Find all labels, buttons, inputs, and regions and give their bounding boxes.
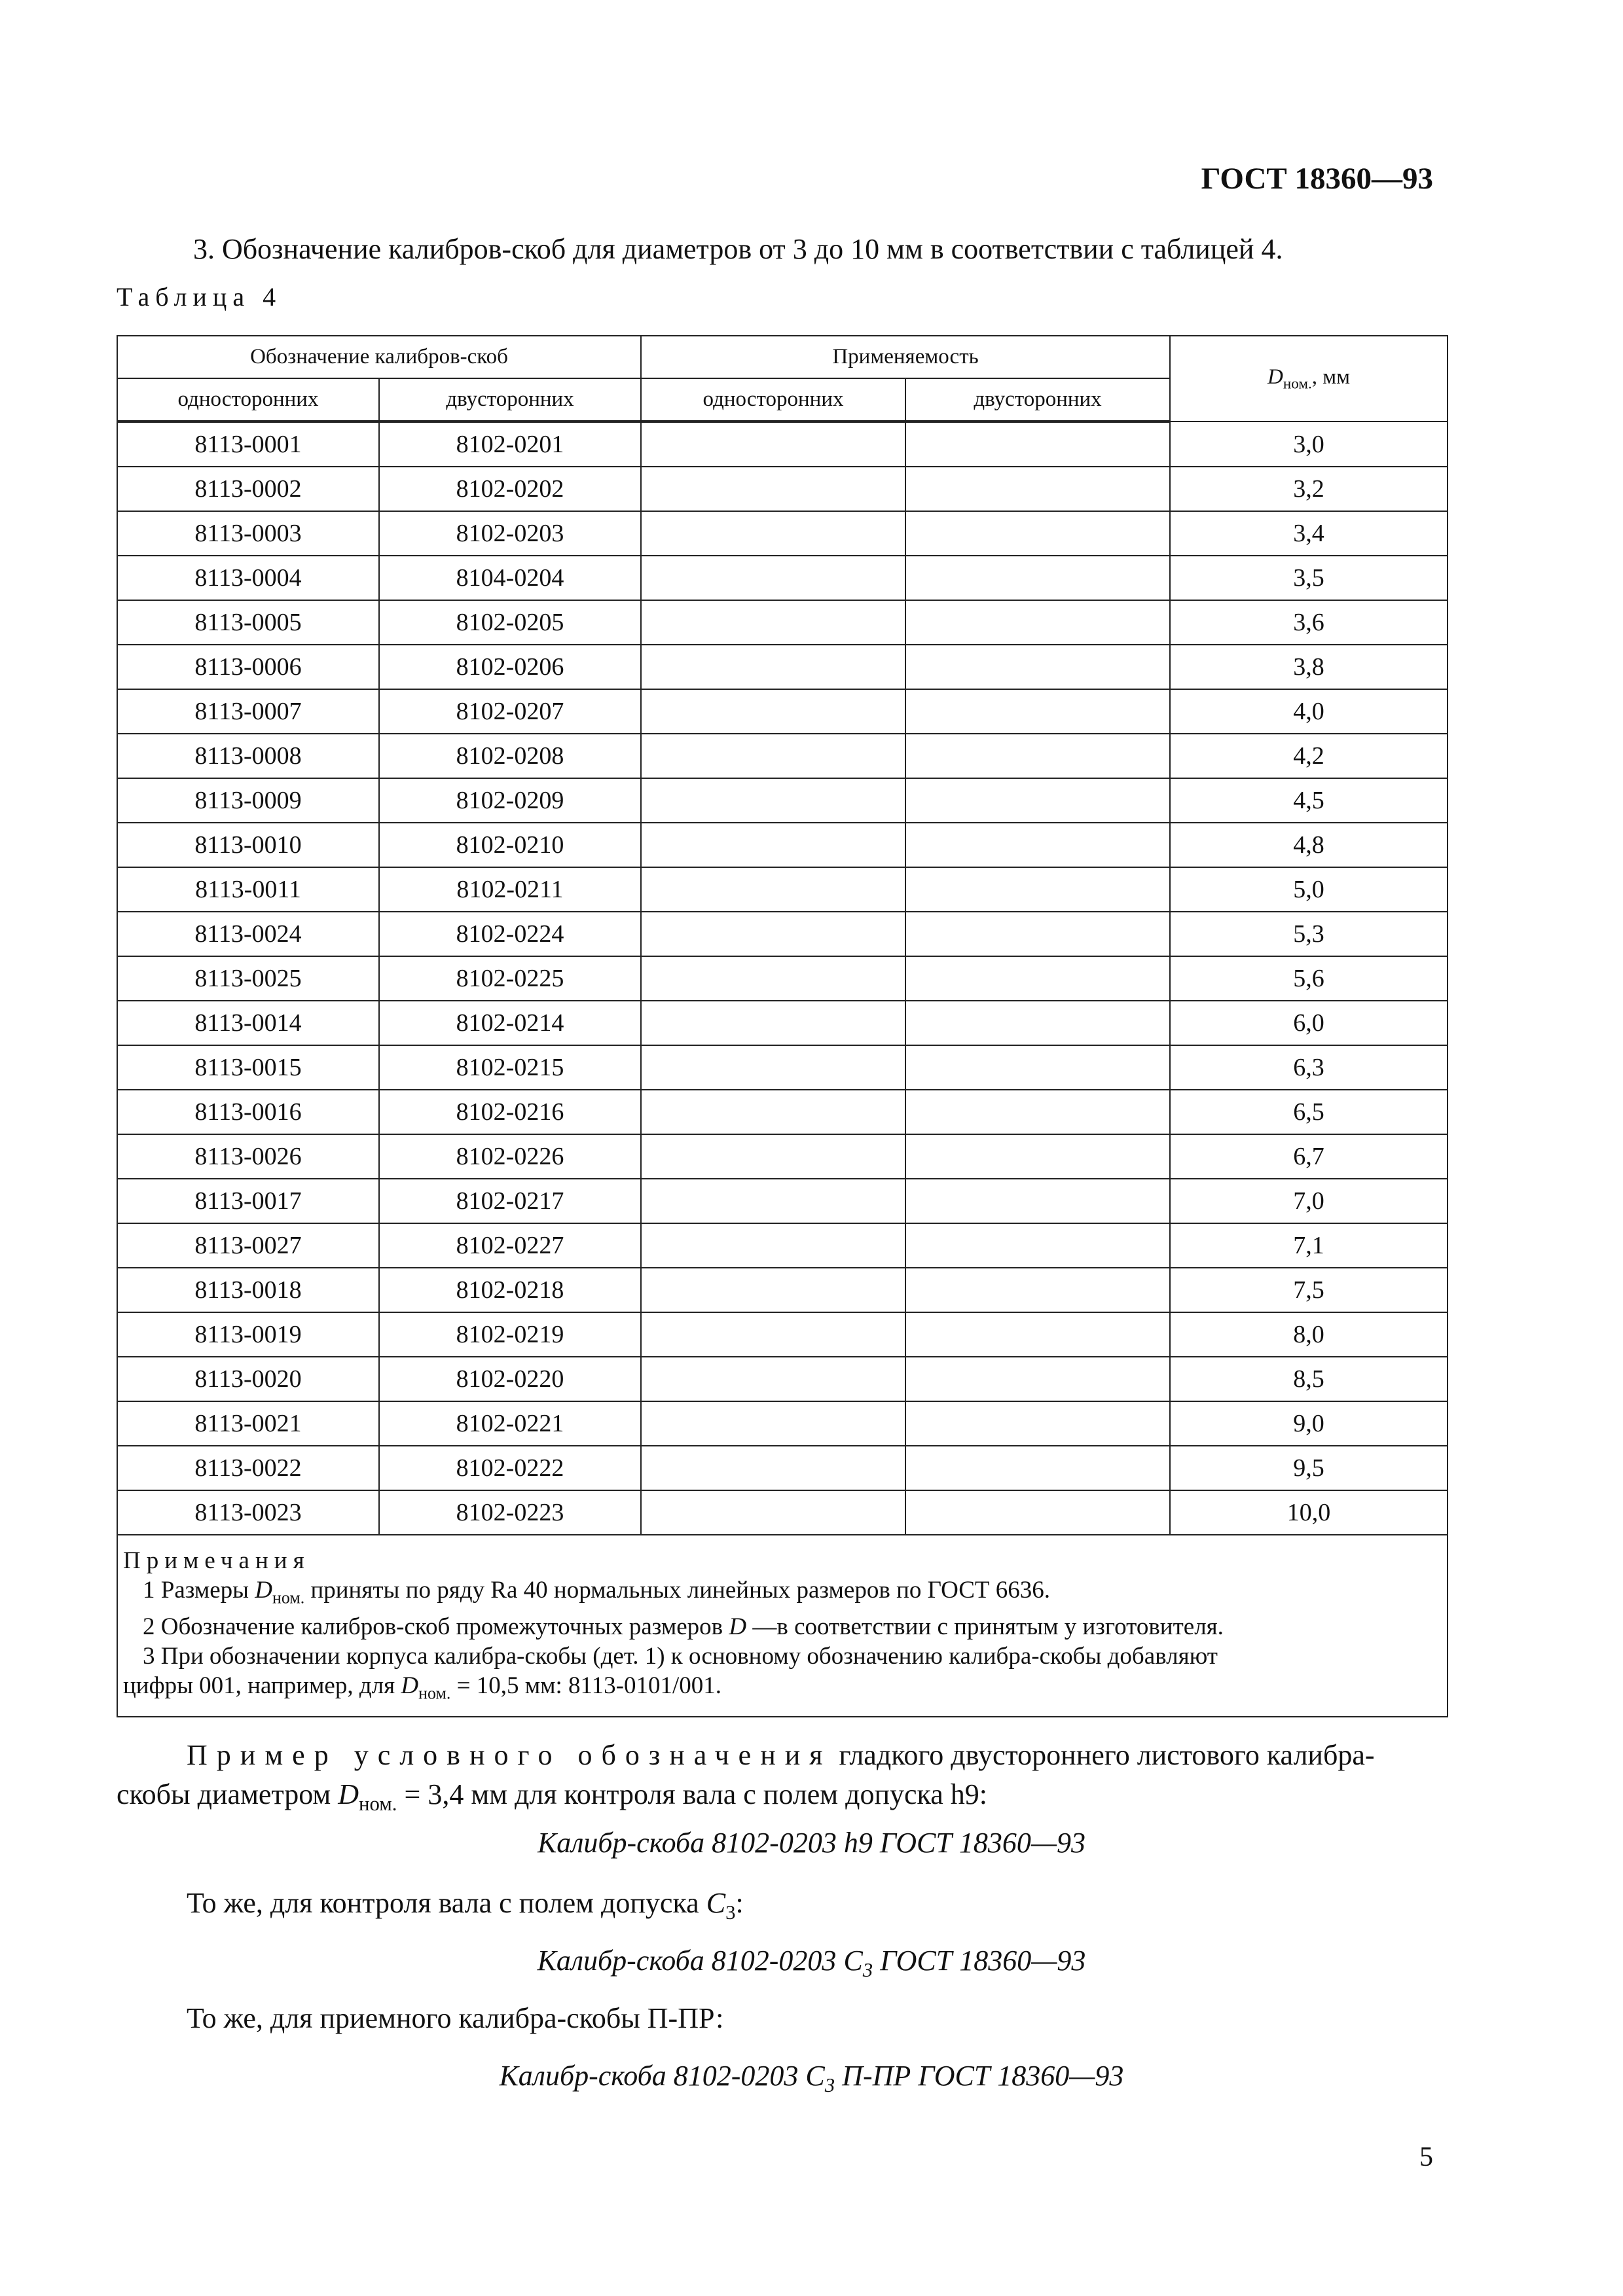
- cell-applic-single: [641, 1312, 905, 1357]
- cell-single: 8113-0017: [117, 1179, 379, 1223]
- table-row: [117, 1134, 1448, 1179]
- cell-double: 8102-0203: [379, 511, 641, 556]
- cell-applic-single: [641, 467, 905, 511]
- cell-single: 8113-0016: [117, 1090, 379, 1134]
- cell-single: 8113-0027: [117, 1223, 379, 1268]
- example-designation-1: Калибр-скоба 8102-0203 h9 ГОСТ 18360—93: [538, 1827, 1085, 1859]
- same2-colon: :: [735, 1887, 744, 1919]
- table-body: [117, 336, 1448, 1717]
- line2-b: ГОСТ 18360—93: [873, 1945, 1086, 1977]
- same2-text: То же, для контроля вала с полем допуска: [187, 1887, 706, 1919]
- cell-applic-single: [641, 1357, 905, 1401]
- cell-single: 8113-0020: [117, 1357, 379, 1401]
- cell-dnom: 10,0: [1170, 1490, 1448, 1535]
- note1-d: D: [255, 1577, 273, 1604]
- cell-double: 8102-0222: [379, 1446, 641, 1490]
- table-row: [117, 467, 1448, 511]
- table-row: [117, 511, 1448, 556]
- table-row: [117, 1223, 1448, 1268]
- cell-single: 8113-0026: [117, 1134, 379, 1179]
- cell-dnom: 4,8: [1170, 823, 1448, 867]
- cell-single: 8113-0006: [117, 645, 379, 689]
- cell-double: 8102-0214: [379, 1001, 641, 1045]
- table-row: [117, 1045, 1448, 1090]
- table-row: [117, 734, 1448, 778]
- cell-applic-single: [641, 645, 905, 689]
- table-row: [117, 600, 1448, 645]
- cell-single: 8113-0009: [117, 778, 379, 823]
- cell-applic-double: [905, 422, 1170, 467]
- cell-single: 8113-0005: [117, 600, 379, 645]
- cell-single: 8113-0011: [117, 867, 379, 912]
- cell-single: 8113-0018: [117, 1268, 379, 1312]
- cell-applic-double: [905, 1268, 1170, 1312]
- cell-applic-single: [641, 1223, 905, 1268]
- table-header-row: [117, 336, 1448, 378]
- table-row: [117, 867, 1448, 912]
- table-row: [117, 556, 1448, 600]
- note3-c: = 10,5 мм: 8113-0101/001.: [450, 1672, 722, 1700]
- cell-dnom: 7,0: [1170, 1179, 1448, 1223]
- example-d: D: [338, 1778, 359, 1810]
- dnom-sub: ном.: [1283, 374, 1312, 392]
- note2-b: —в соответствии с принятым у изготовителя.: [746, 1613, 1224, 1641]
- cell-dnom: 3,5: [1170, 556, 1448, 600]
- cell-applic-double: [905, 1223, 1170, 1268]
- cell-applic-single: [641, 778, 905, 823]
- cell-double: 8102-0220: [379, 1357, 641, 1401]
- cell-double: 8102-0208: [379, 734, 641, 778]
- cell-double: 8102-0223: [379, 1490, 641, 1535]
- table-row: [117, 1268, 1448, 1312]
- table-row: [117, 1090, 1448, 1134]
- table-row: [117, 645, 1448, 689]
- same2-c: C: [706, 1887, 726, 1919]
- same-line-2: [187, 1886, 744, 1924]
- cell-applic-single: [641, 689, 905, 734]
- example-designation-2: [0, 1944, 1623, 1982]
- line2-sub: 3: [862, 1958, 873, 1981]
- header-single: односторонних: [117, 378, 379, 422]
- cell-dnom: 9,5: [1170, 1446, 1448, 1490]
- table-row: [117, 1001, 1448, 1045]
- cell-dnom: 8,0: [1170, 1312, 1448, 1357]
- cell-applic-double: [905, 956, 1170, 1001]
- cell-applic-single: [641, 1001, 905, 1045]
- example-sub: ном.: [359, 1792, 397, 1815]
- notes-row: [117, 1535, 1448, 1717]
- cell-dnom: 5,0: [1170, 867, 1448, 912]
- header-double-applic: двусторонних: [905, 378, 1170, 422]
- cell-dnom: 9,0: [1170, 1401, 1448, 1446]
- note-1: [123, 1575, 1442, 1612]
- cell-applic-double: [905, 778, 1170, 823]
- intro-paragraph: 3. Обозначение калибров-скоб для диаметров от 3 до 10 мм в соответствии с таблицей 4.: [193, 233, 1283, 265]
- example-lead: Пример условного обозначения: [187, 1739, 832, 1771]
- cell-double: 8102-0211: [379, 867, 641, 912]
- cell-applic-single: [641, 1090, 905, 1134]
- cell-applic-single: [641, 556, 905, 600]
- cell-applic-single: [641, 823, 905, 867]
- table-row: [117, 1490, 1448, 1535]
- cell-applic-single: [641, 1179, 905, 1223]
- cell-applic-double: [905, 734, 1170, 778]
- cell-applic-double: [905, 1401, 1170, 1446]
- header-dnom: [1170, 336, 1448, 422]
- example-paragraph: [117, 1736, 1447, 1823]
- cell-dnom: 3,6: [1170, 600, 1448, 645]
- cell-applic-double: [905, 912, 1170, 956]
- cell-double: 8104-0204: [379, 556, 641, 600]
- cell-applic-double: [905, 1357, 1170, 1401]
- table-row: [117, 956, 1448, 1001]
- cell-single: 8113-0007: [117, 689, 379, 734]
- cell-applic-single: [641, 422, 905, 467]
- table-row: [117, 1401, 1448, 1446]
- cell-single: 8113-0022: [117, 1446, 379, 1490]
- cell-applic-single: [641, 1134, 905, 1179]
- cell-applic-double: [905, 1045, 1170, 1090]
- cell-applic-double: [905, 1090, 1170, 1134]
- cell-applic-double: [905, 1134, 1170, 1179]
- table-row: [117, 1357, 1448, 1401]
- cell-double: 8102-0216: [379, 1090, 641, 1134]
- cell-double: 8102-0225: [379, 956, 641, 1001]
- cell-applic-single: [641, 1446, 905, 1490]
- cell-single: 8113-0008: [117, 734, 379, 778]
- cell-applic-double: [905, 511, 1170, 556]
- cell-double: 8102-0224: [379, 912, 641, 956]
- cell-dnom: 6,3: [1170, 1045, 1448, 1090]
- cell-dnom: 6,0: [1170, 1001, 1448, 1045]
- cell-applic-single: [641, 600, 905, 645]
- cell-single: 8113-0001: [117, 422, 379, 467]
- cell-applic-double: [905, 689, 1170, 734]
- cell-applic-double: [905, 1490, 1170, 1535]
- line2-c: C: [843, 1945, 863, 1977]
- cell-dnom: 5,6: [1170, 956, 1448, 1001]
- cell-double: 8102-0221: [379, 1401, 641, 1446]
- note2-d: D: [729, 1613, 747, 1641]
- cell-dnom: 3,0: [1170, 422, 1448, 467]
- cell-applic-double: [905, 1312, 1170, 1357]
- cell-dnom: 8,5: [1170, 1357, 1448, 1401]
- cell-applic-double: [905, 600, 1170, 645]
- cell-single: 8113-0025: [117, 956, 379, 1001]
- note-3: 3 При обозначении корпуса калибра-скобы (дет. 1) к основному обозначению калибра-скобы добавляют: [143, 1643, 1218, 1670]
- table-row: [117, 1312, 1448, 1357]
- cell-applic-single: [641, 511, 905, 556]
- table-row: [117, 912, 1448, 956]
- cell-double: 8102-0205: [379, 600, 641, 645]
- cell-applic-single: [641, 1268, 905, 1312]
- table-caption: Таблица 4: [117, 282, 282, 312]
- cell-applic-double: [905, 1446, 1170, 1490]
- cell-applic-double: [905, 823, 1170, 867]
- cell-single: 8113-0019: [117, 1312, 379, 1357]
- cell-dnom: 5,3: [1170, 912, 1448, 956]
- example-text-b: = 3,4 мм для контроля вала с полем допуска h9:: [397, 1778, 988, 1810]
- note1-sub: ном.: [272, 1588, 305, 1607]
- cell-double: 8102-0207: [379, 689, 641, 734]
- cell-dnom: 7,1: [1170, 1223, 1448, 1268]
- cell-applic-double: [905, 867, 1170, 912]
- table-row: [117, 823, 1448, 867]
- cell-single: 8113-0003: [117, 511, 379, 556]
- note-2: [123, 1612, 1442, 1641]
- line2-a: Калибр-скоба 8102-0203: [537, 1945, 844, 1977]
- note1-a: 1 Размеры: [143, 1577, 255, 1604]
- line3-sub: 3: [824, 2073, 835, 2096]
- cell-dnom: 4,0: [1170, 689, 1448, 734]
- cell-dnom: 3,8: [1170, 645, 1448, 689]
- line3-a: Калибр-скоба 8102-0203: [499, 2060, 806, 2092]
- cell-single: 8113-0015: [117, 1045, 379, 1090]
- cell-dnom: 3,2: [1170, 467, 1448, 511]
- cell-double: 8102-0206: [379, 645, 641, 689]
- cell-applic-single: [641, 867, 905, 912]
- cell-applic-double: [905, 1001, 1170, 1045]
- line3-c: C: [805, 2060, 825, 2092]
- cell-applic-single: [641, 956, 905, 1001]
- table-row: [117, 1446, 1448, 1490]
- cell-single: 8113-0021: [117, 1401, 379, 1446]
- cell-double: 8102-0227: [379, 1223, 641, 1268]
- table-row: [117, 689, 1448, 734]
- cell-double: 8102-0202: [379, 467, 641, 511]
- cell-dnom: 4,5: [1170, 778, 1448, 823]
- cell-applic-double: [905, 467, 1170, 511]
- cell-dnom: 6,5: [1170, 1090, 1448, 1134]
- cell-dnom: 4,2: [1170, 734, 1448, 778]
- cell-applic-double: [905, 645, 1170, 689]
- cell-single: 8113-0004: [117, 556, 379, 600]
- example-text-a: гладкого двустороннего листового калибра-скобы диаметром: [117, 1739, 1375, 1810]
- cell-single: 8113-0014: [117, 1001, 379, 1045]
- same2-sub: 3: [725, 1901, 736, 1924]
- cell-applic-single: [641, 734, 905, 778]
- document-header: ГОСТ 18360—93: [1201, 162, 1433, 196]
- cell-double: 8102-0218: [379, 1268, 641, 1312]
- table-row: [117, 778, 1448, 823]
- designation-table: [117, 335, 1448, 1717]
- cell-applic-single: [641, 1490, 905, 1535]
- cell-applic-single: [641, 912, 905, 956]
- header-double: двусторонних: [379, 378, 641, 422]
- cell-double: 8102-0201: [379, 422, 641, 467]
- note3-sub: ном.: [418, 1683, 451, 1703]
- cell-single: 8113-0002: [117, 467, 379, 511]
- note3-b: цифры 001, например, для: [123, 1672, 401, 1700]
- table-row: [117, 1179, 1448, 1223]
- table-row: [117, 422, 1448, 467]
- line3-b: П-ПР ГОСТ 18360—93: [835, 2060, 1124, 2092]
- note-3-continued: [123, 1671, 1442, 1708]
- header-single-applic: односторонних: [641, 378, 905, 422]
- note2-a: 2 Обозначение калибров-скоб промежуточных размеров: [143, 1613, 729, 1641]
- cell-double: 8102-0226: [379, 1134, 641, 1179]
- header-designation: Обозначение калибров-скоб: [117, 336, 641, 378]
- cell-single: 8113-0023: [117, 1490, 379, 1535]
- cell-applic-double: [905, 1179, 1170, 1223]
- cell-applic-double: [905, 556, 1170, 600]
- cell-dnom: 7,5: [1170, 1268, 1448, 1312]
- cell-dnom: 3,4: [1170, 511, 1448, 556]
- cell-double: 8102-0219: [379, 1312, 641, 1357]
- cell-double: 8102-0210: [379, 823, 641, 867]
- cell-double: 8102-0215: [379, 1045, 641, 1090]
- cell-applic-single: [641, 1045, 905, 1090]
- example-designation-3: [0, 2059, 1623, 2097]
- page-number: 5: [1419, 2142, 1433, 2172]
- dnom-letter: D: [1267, 365, 1283, 389]
- table-notes: [117, 1535, 1448, 1717]
- cell-single: 8113-0024: [117, 912, 379, 956]
- notes-title: Примечания: [123, 1547, 310, 1574]
- cell-double: 8102-0209: [379, 778, 641, 823]
- note1-b: приняты по ряду Ra 40 нормальных линейных размеров по ГОСТ 6636.: [304, 1577, 1051, 1604]
- same-line-3: То же, для приемного калибра-скобы П-ПР:: [187, 2002, 724, 2034]
- note3-d: D: [401, 1672, 419, 1700]
- cell-single: 8113-0010: [117, 823, 379, 867]
- cell-double: 8102-0217: [379, 1179, 641, 1223]
- cell-applic-single: [641, 1401, 905, 1446]
- dnom-unit: , мм: [1311, 365, 1350, 389]
- header-applicability: Применяемость: [641, 336, 1170, 378]
- cell-dnom: 6,7: [1170, 1134, 1448, 1179]
